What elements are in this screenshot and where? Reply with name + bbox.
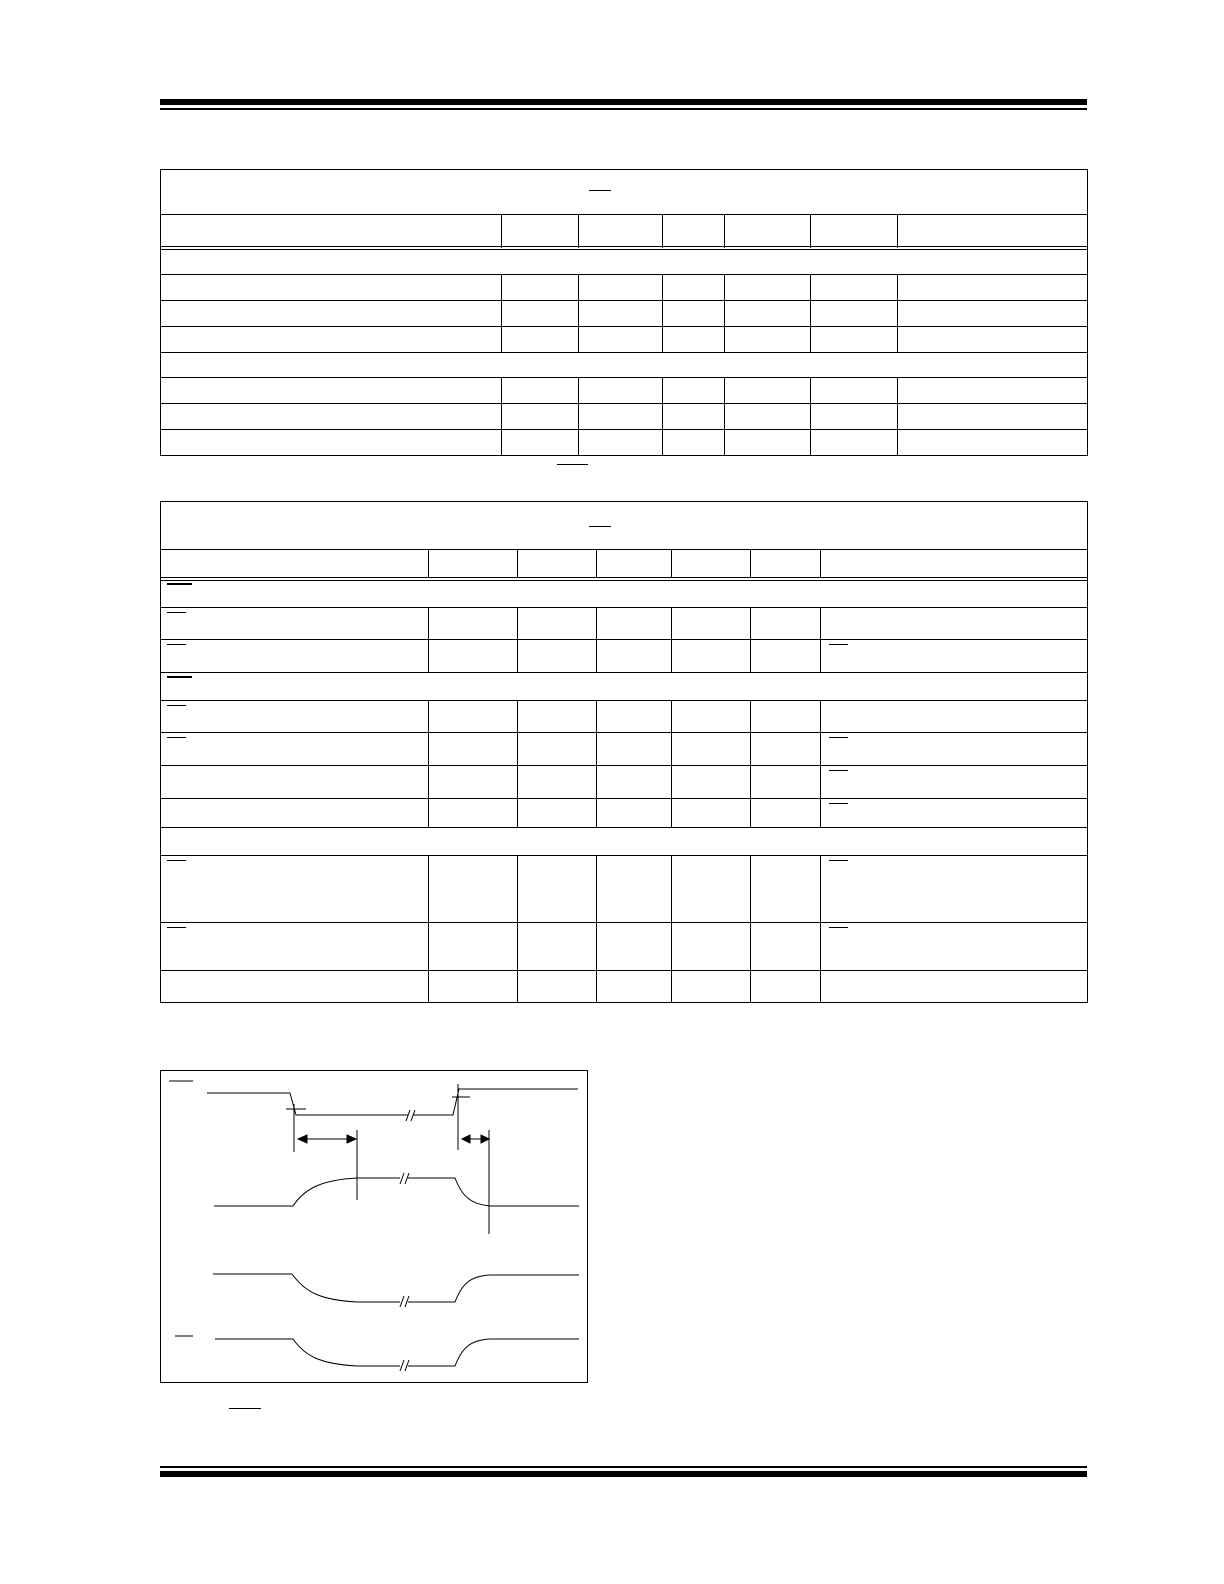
table-1-col-divider xyxy=(897,377,898,455)
table-2-row-line xyxy=(160,672,1088,673)
table-2-col-divider xyxy=(820,549,821,578)
overbar xyxy=(829,860,848,861)
table-2-col-divider xyxy=(596,549,597,578)
overbar xyxy=(829,737,848,738)
overbar xyxy=(829,927,848,928)
table-2-col-divider xyxy=(596,700,597,827)
table-1-double-line-a xyxy=(160,246,1088,247)
table-2-row-line xyxy=(160,732,1088,733)
table-1-col-divider xyxy=(501,214,502,248)
overbar xyxy=(829,770,848,771)
table-2-col-divider xyxy=(820,855,821,1002)
footer-thick-rule xyxy=(160,1471,1087,1477)
table-2-col-divider xyxy=(517,855,518,1002)
table-2-col-divider xyxy=(820,607,821,672)
table-2-row-line xyxy=(160,607,1088,608)
table-2-col-divider xyxy=(428,700,429,827)
table-1-row-line xyxy=(160,274,1088,275)
footer-thin-rule xyxy=(160,1466,1087,1468)
table-1-col-divider xyxy=(724,274,725,352)
overbar xyxy=(829,803,848,804)
table-2-col-divider xyxy=(671,700,672,827)
table-2-row-line xyxy=(160,922,1088,923)
table-2-col-divider xyxy=(671,549,672,578)
table-2-row-line xyxy=(160,855,1088,856)
table-2-col-divider xyxy=(671,607,672,672)
table-1-row-line xyxy=(160,300,1088,301)
table-1-row-line xyxy=(160,352,1088,353)
table-2-row-line xyxy=(160,639,1088,640)
table-1-col-divider xyxy=(810,274,811,352)
table-2-row-line xyxy=(160,798,1088,799)
table-2-row-line xyxy=(160,765,1088,766)
table-1-col-divider xyxy=(578,274,579,352)
table-2-col-divider xyxy=(750,549,751,578)
overbar xyxy=(167,644,186,645)
table-1-title-overbar xyxy=(589,190,611,191)
table-2-row-line xyxy=(160,970,1088,971)
table-2-col-divider xyxy=(671,855,672,1002)
table-1-double-line-b xyxy=(160,249,1088,250)
header-thin-rule xyxy=(160,108,1087,110)
table-1-row-line xyxy=(160,377,1088,378)
table-1-col-divider xyxy=(810,214,811,248)
table-1 xyxy=(160,169,1088,456)
table-2-double-line-a xyxy=(160,577,1088,578)
overbar xyxy=(167,737,186,738)
table-1-col-divider xyxy=(501,274,502,352)
table-2-col-divider xyxy=(428,607,429,672)
table-2-row-line xyxy=(160,827,1088,828)
table-1-row-line xyxy=(160,403,1088,404)
overbar xyxy=(167,583,192,585)
overbar xyxy=(167,860,186,861)
table-1-col-divider xyxy=(501,377,502,455)
table-1-col-divider xyxy=(810,377,811,455)
table-1-col-divider xyxy=(662,214,663,248)
table-1-header-line xyxy=(160,214,1088,215)
table-2-col-divider xyxy=(517,607,518,672)
table-1-col-divider xyxy=(578,377,579,455)
overbar xyxy=(167,927,186,928)
table-1-row-line xyxy=(160,429,1088,430)
overbar xyxy=(829,644,848,645)
overbar xyxy=(167,612,186,613)
table-1-col-divider xyxy=(724,214,725,248)
table-1-col-divider xyxy=(662,377,663,455)
table-2-col-divider xyxy=(517,700,518,827)
table-2-col-divider xyxy=(750,855,751,1002)
overbar xyxy=(167,705,186,706)
table-2-double-line-b xyxy=(160,580,1088,581)
table-1-col-divider xyxy=(578,214,579,248)
table-2-col-divider xyxy=(596,607,597,672)
table-2-col-divider xyxy=(820,700,821,827)
table-2-col-divider xyxy=(428,549,429,578)
table-2-title-overbar xyxy=(589,526,611,527)
table-1-note-overbar xyxy=(557,464,588,465)
table-2-col-divider xyxy=(428,855,429,1002)
table-2-row-line xyxy=(160,700,1088,701)
table-1-col-divider xyxy=(662,274,663,352)
table-2-col-divider xyxy=(517,549,518,578)
table-2-col-divider xyxy=(750,700,751,827)
table-1-col-divider xyxy=(724,377,725,455)
table-1-row-line xyxy=(160,326,1088,327)
timing-diagram-figure xyxy=(160,1070,588,1383)
table-2-col-divider xyxy=(596,855,597,1002)
header-thick-rule xyxy=(160,99,1087,105)
overbar xyxy=(167,676,192,678)
table-1-col-divider xyxy=(897,214,898,248)
table-2-header-line xyxy=(160,549,1088,550)
table-1-col-divider xyxy=(897,274,898,352)
table-2-col-divider xyxy=(750,607,751,672)
figure-caption-overbar xyxy=(229,1408,261,1409)
